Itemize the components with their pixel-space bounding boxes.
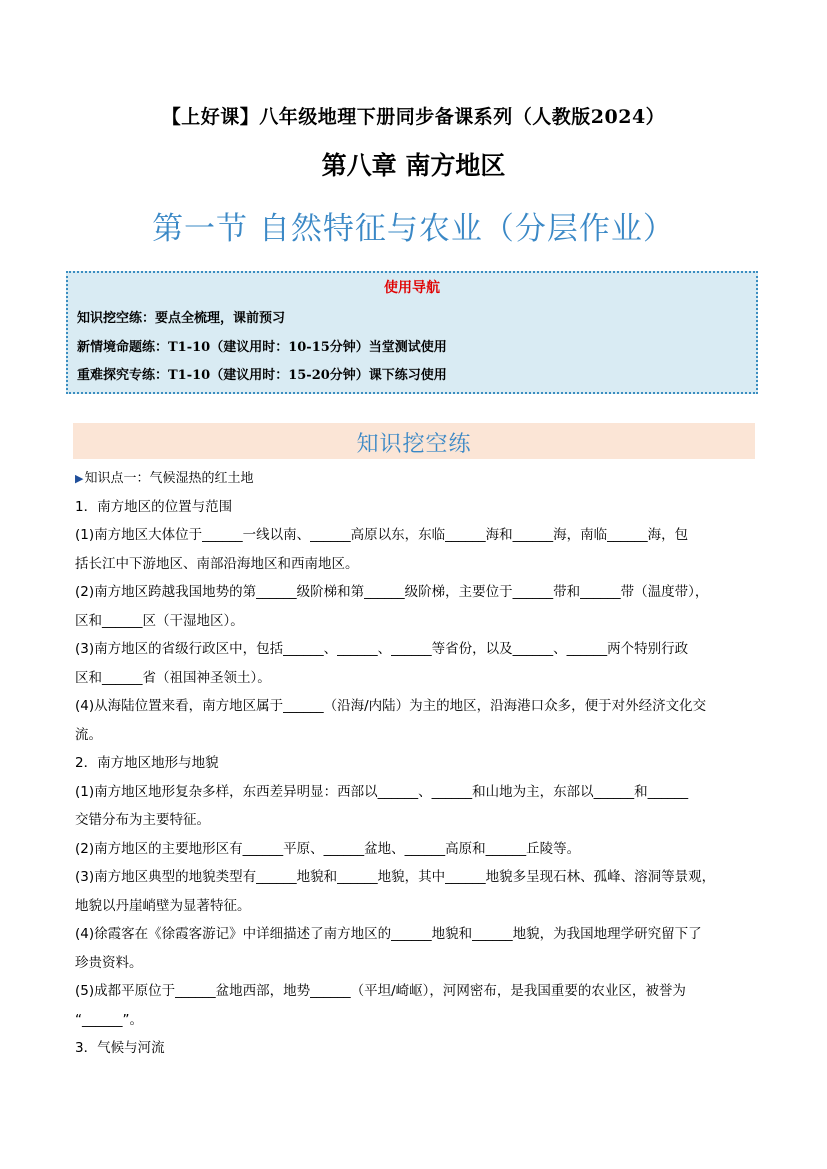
guide-line: 重难探究专练：T1-10（建议用时：15-20分钟）课下练习使用	[77, 368, 447, 383]
content-line: (3)南方地区典型的地貌类型有______地貌和______地貌，其中______地貌多呈现石林、孤峰、溶洞等景观，	[75, 869, 716, 885]
section-title: 第一节 自然特征与农业（分层作业）	[152, 211, 675, 247]
section-banner	[73, 423, 755, 459]
series-title: 【上好课】八年级地理下册同步备课系列（人教版2024）	[161, 106, 666, 128]
guide-line: 知识挖空练：要点全梳理，课前预习	[77, 311, 286, 326]
content-line: (1)南方地区大体位于______一线以南、______高原以东，东临______海和______海，南临______海，包	[75, 527, 689, 543]
content-line: 地貌以丹崖峭壁为显著特征。	[75, 897, 251, 914]
content-line: 区和______省（祖国神圣领土）。	[75, 669, 271, 686]
content-line: (3)南方地区的省级行政区中，包括______、______、______等省份，以及______、______两个特别行政	[75, 641, 689, 657]
guide-heading: 使用导航	[384, 280, 440, 296]
knowledge-point-label: 知识点一：气候湿热的红土地	[84, 471, 254, 486]
usage-guide-box	[66, 271, 758, 394]
content-line: 1．南方地区的位置与范围	[75, 498, 233, 515]
content-line: 2．南方地区地形与地貌	[75, 755, 219, 771]
content-line: (4)徐霞客在《徐霞客游记》中详细描述了南方地区的______地貌和______地貌，为我国地理学研究留下了	[75, 926, 702, 942]
content-line: 珍贵资料。	[75, 954, 143, 971]
content-line: (2)南方地区跨越我国地势的第______级阶梯和第______级阶梯，主要位于______带和______带（温度带），	[75, 584, 709, 600]
section-banner-label: 知识挖空练	[356, 432, 472, 457]
content-line: (5)成都平原位于______盆地西部，地势______（平坦/崎岖），河网密布，是我国重要的农业区，被誉为	[75, 983, 686, 999]
content-line: 括长江中下游地区、南部沿海地区和西南地区。	[75, 555, 359, 572]
content-line: 区和______区（干湿地区）。	[75, 612, 244, 629]
exercise-content	[75, 464, 757, 1063]
triangle-marker-icon: ▶	[75, 472, 84, 485]
content-line: “______”。	[75, 1011, 143, 1028]
content-line: 流。	[75, 726, 102, 743]
content-line: (4)从海陆位置来看，南方地区属于______（沿海/内陆）为主的地区，沿海港口众多，便于对外经济文化交	[75, 698, 707, 714]
chapter-title: 第八章 南方地区	[321, 151, 506, 180]
content-line: 3．气候与河流	[75, 1040, 165, 1056]
guide-line: 新情境命题练：T1-10（建议用时：10-15分钟）当堂测试使用	[77, 340, 447, 355]
knowledge-point-heading	[75, 464, 757, 493]
content-line: (1)南方地区地形复杂多样，东西差异明显：西部以______、______和山地为主，东部以______和______	[75, 783, 689, 800]
content-line: (2)南方地区的主要地形区有______平原、______盆地、______高原和______丘陵等。	[75, 840, 581, 857]
content-line: 交错分布为主要特征。	[75, 812, 210, 828]
